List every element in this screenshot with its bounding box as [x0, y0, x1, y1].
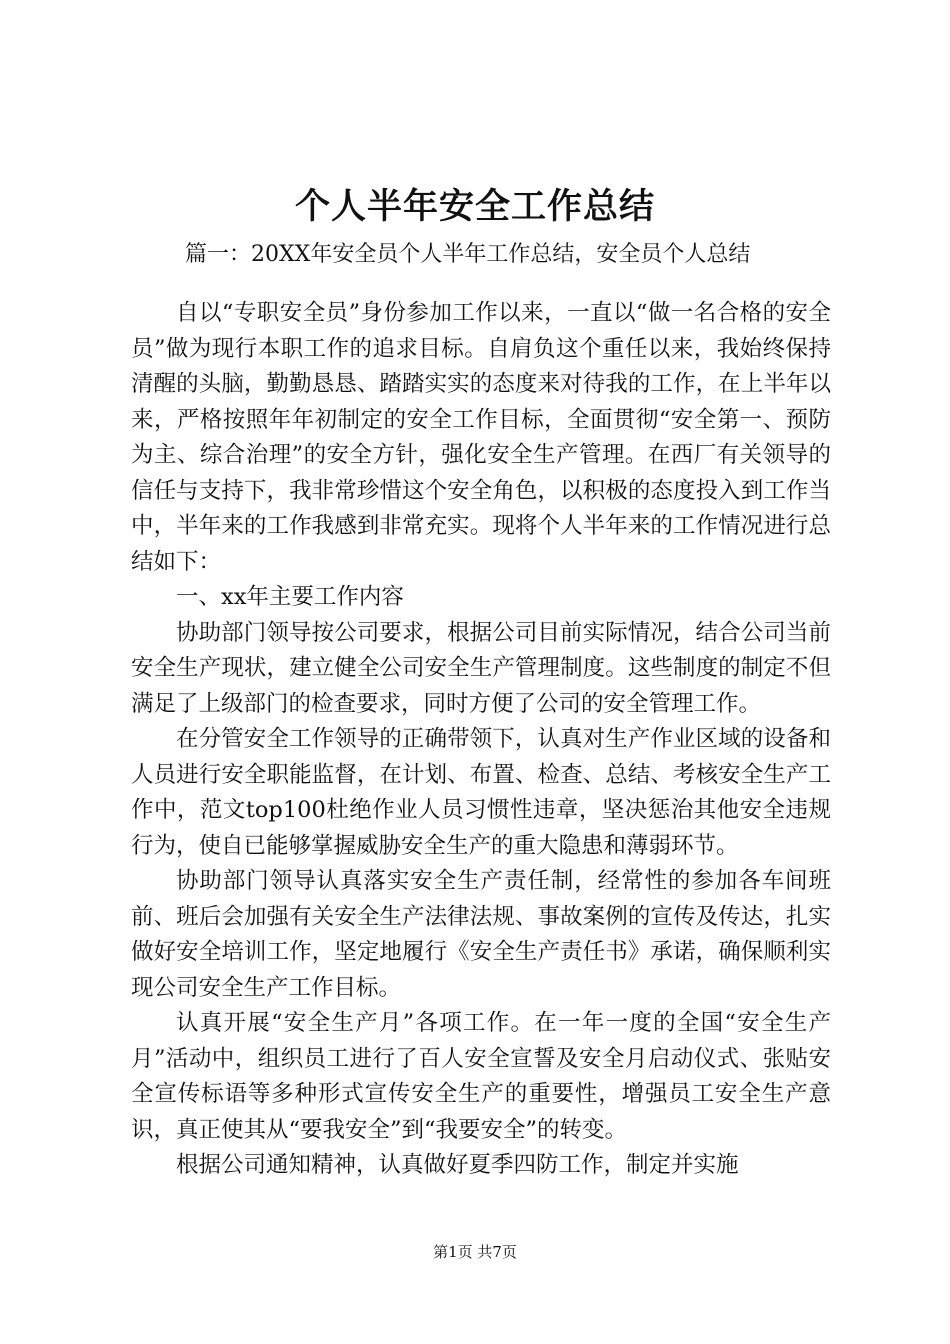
body-paragraph: 根据公司通知精神，认真做好夏季四防工作，制定并实施 [176, 1152, 739, 1178]
body-paragraph: 在分管安全工作领导的正确带领下，认真对生产作业区域的设备和人员进行安全职能监督，在计划、布置、检查、总结、考核安全生产工作中，范文top100杜绝作业人员习惯性违章，坚决惩治其他安全违规行为，使自已能够掌握威胁安全生产的重大隐患和薄弱环节。 [131, 726, 831, 859]
body-paragraph: 自以“专职安全员”身份参加工作以来，一直以“做一名合格的安全员”做为现行本职工作的追求目标。自肩负这个重任以来，我始终保持清醒的头脑，勤勤恳恳、踏踏实实的态度来对待我的工作，在上半年以来，严格按照年年初制定的安全工作目标，全面贯彻“安全第一、预防为主、综合治理”的安全方针，强化安全生产管理。在西厂有关领导的信任与支持下，我非常珍惜这个安全角色，以积极的态度投入到工作当中，半年来的工作我感到非常充实。现将个人半年来的工作情况进行总结如下： [131, 300, 831, 575]
page-footer: 第1页 共7页 [433, 1243, 517, 1261]
document-title: 个人半年安全工作总结 [294, 186, 655, 227]
body-paragraph: 协助部门领导认真落实安全生产责任制，经常性的参加各车间班前、班后会加强有关安全生产法律法规、事故案例的宣传及传达，扎实做好安全培训工作，坚定地履行《安全生产责任书》承诺，确保顺利实现公司安全生产工作目标。 [131, 868, 831, 1001]
body-paragraph: 协助部门领导按公司要求，根据公司目前实际情况，结合公司当前安全生产现状，建立健全公司安全生产管理制度。这些制度的制定不但满足了上级部门的检查要求，同时方便了公司的安全管理工作。 [131, 619, 831, 717]
document-subtitle: 篇一：20XX年安全员个人半年工作总结，安全员个人总结 [185, 242, 751, 267]
body-paragraph: 认真开展“安全生产月”各项工作。在一年一度的全国“安全生产月”活动中，组织员工进行了百人安全宣誓及安全月启动仪式、张贴安全宣传标语等多种形式宣传安全生产的重要性，增强员工安全生产意识，真正使其从“要我安全”到“我要安全”的转变。 [131, 1010, 831, 1143]
document-body [131, 296, 831, 1184]
section-heading: 一、xx年主要工作内容 [176, 584, 404, 610]
